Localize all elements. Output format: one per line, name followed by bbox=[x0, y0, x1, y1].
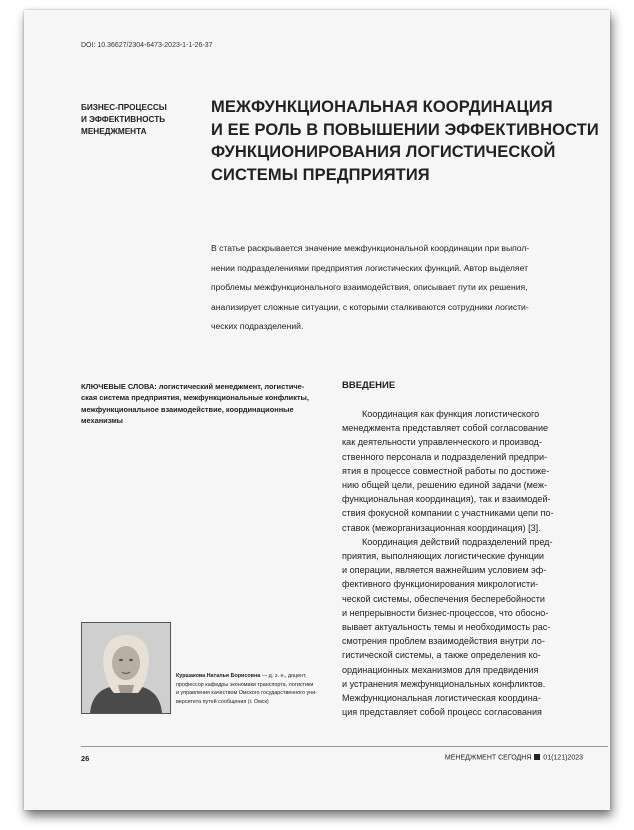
author-photo bbox=[81, 622, 171, 714]
body-line: гистической системы, а также определения ко- bbox=[342, 650, 541, 661]
keywords-line: КЛЮЧЕВЫЕ СЛОВА: логистический менеджмент, логистиче- bbox=[81, 382, 305, 391]
body-line: вывает актуальность темы и необходимость рас- bbox=[342, 622, 551, 633]
author-line bbox=[176, 672, 336, 681]
keywords-line: механизмы bbox=[81, 416, 123, 426]
abstract-line: анализирует сложные ситуации, с которыми сталкиваются сотрудники логисти- bbox=[211, 301, 529, 312]
abstract-line: ческих подразделений. bbox=[211, 321, 304, 331]
article-title bbox=[211, 96, 606, 186]
page-number: 26 bbox=[81, 754, 90, 763]
body-line: и устранения межфункциональных конфликтов. bbox=[342, 678, 546, 689]
section-label-line: И ЭФФЕКТИВНОСТЬ bbox=[81, 115, 166, 124]
author-line: и управления качеством Омского государственного уни- bbox=[176, 690, 318, 697]
body-line: ятия в процессе совместной работы по достиже- bbox=[342, 465, 550, 476]
keywords-line: ская система предприятия, межфункциональные конфликты, bbox=[81, 393, 309, 403]
body-line: ствия фокусной компании с участниками цепи по- bbox=[342, 508, 554, 519]
square-bullet-icon bbox=[534, 754, 540, 760]
title-line: ФУНКЦИОНИРОВАНИЯ ЛОГИСТИЧЕСКОЙ bbox=[211, 143, 556, 161]
author-portrait-image bbox=[82, 623, 170, 713]
journal-footer bbox=[445, 754, 583, 762]
author-name: Куршакова Наталья Борисовна bbox=[176, 673, 261, 679]
body-line: приятия, выполняющих логистические функции bbox=[342, 551, 544, 562]
abstract-line: нении подразделениями предприятия логистических функций. Автор выделяет bbox=[211, 262, 529, 273]
keywords-line: межфункциональное взаимодействие, координационные bbox=[81, 404, 294, 414]
abstract-line: В статье раскрывается значение межфункциональной координации при выпол- bbox=[211, 243, 530, 253]
body-line: ставок (межорганизационная координация) [3]. bbox=[342, 522, 541, 533]
journal-page bbox=[24, 10, 610, 810]
body-text bbox=[342, 407, 604, 719]
footer-divider bbox=[81, 746, 608, 747]
author-line: профессор кафедры экономики транспорта, логистики bbox=[176, 681, 314, 688]
title-line: СИСТЕМЫ ПРЕДПРИЯТИЯ bbox=[211, 165, 430, 184]
author-credentials: — д. э. н., доцент, bbox=[260, 673, 307, 679]
author-line: верситета путей сообщения (г. Омск) bbox=[176, 698, 269, 705]
body-line: Координация действий подразделений пред- bbox=[362, 536, 553, 547]
body-line: ординационных механизмов для предвидения bbox=[342, 664, 539, 675]
body-line: нию общей цели, решению единой задачи (меж- bbox=[342, 480, 547, 491]
introduction-heading: ВВЕДЕНИЕ bbox=[342, 380, 396, 391]
journal-issue: 01(121)2023 bbox=[543, 754, 583, 762]
body-line: ция представляет собой процесс согласования bbox=[342, 707, 542, 718]
keywords bbox=[81, 381, 331, 427]
body-line: ческой системы, обеспечения бесперебойности bbox=[342, 593, 545, 604]
journal-name: МЕНЕДЖМЕНТ СЕГОДНЯ bbox=[444, 754, 532, 762]
abstract-line: проблемы межфункционального взаимодействия, описывает пути их решения, bbox=[211, 282, 528, 292]
title-line: МЕЖФУНКЦИОНАЛЬНАЯ КООРДИНАЦИЯ bbox=[211, 98, 553, 116]
section-label bbox=[81, 102, 201, 138]
doi-label: DOI: 10.36627/2304-6473-2023-1-1-26-37 bbox=[81, 42, 213, 49]
body-line: менеджмента представляет собой согласование bbox=[342, 423, 549, 434]
body-line: Координация как функция логистического bbox=[362, 409, 540, 419]
title-line: И ЕЕ РОЛЬ В ПОВЫШЕНИИ ЭФФЕКТИВНОСТИ bbox=[211, 120, 599, 139]
body-line: смотрения проблем взаимодействия внутри ло- bbox=[342, 636, 545, 647]
body-line: Межфункциональная логистическая координа- bbox=[342, 693, 541, 704]
body-line: фективного функционирования микрологисти- bbox=[342, 579, 539, 590]
section-label-line: БИЗНЕС-ПРОЦЕССЫ bbox=[81, 103, 167, 112]
section-label-line: МЕНЕДЖМЕНТА bbox=[81, 127, 147, 136]
body-line: ственного персонала и подразделений предпри- bbox=[342, 451, 548, 462]
body-line: и операции, является важнейшим условием эф- bbox=[342, 565, 547, 576]
abstract bbox=[211, 239, 591, 337]
body-line: функциональная координация), так и взаимодей- bbox=[342, 494, 551, 505]
author-info bbox=[176, 672, 336, 706]
body-line: как деятельности управленческого и производ- bbox=[342, 437, 542, 448]
body-line: и непрерывности бизнес-процессов, что обосно- bbox=[342, 607, 549, 618]
